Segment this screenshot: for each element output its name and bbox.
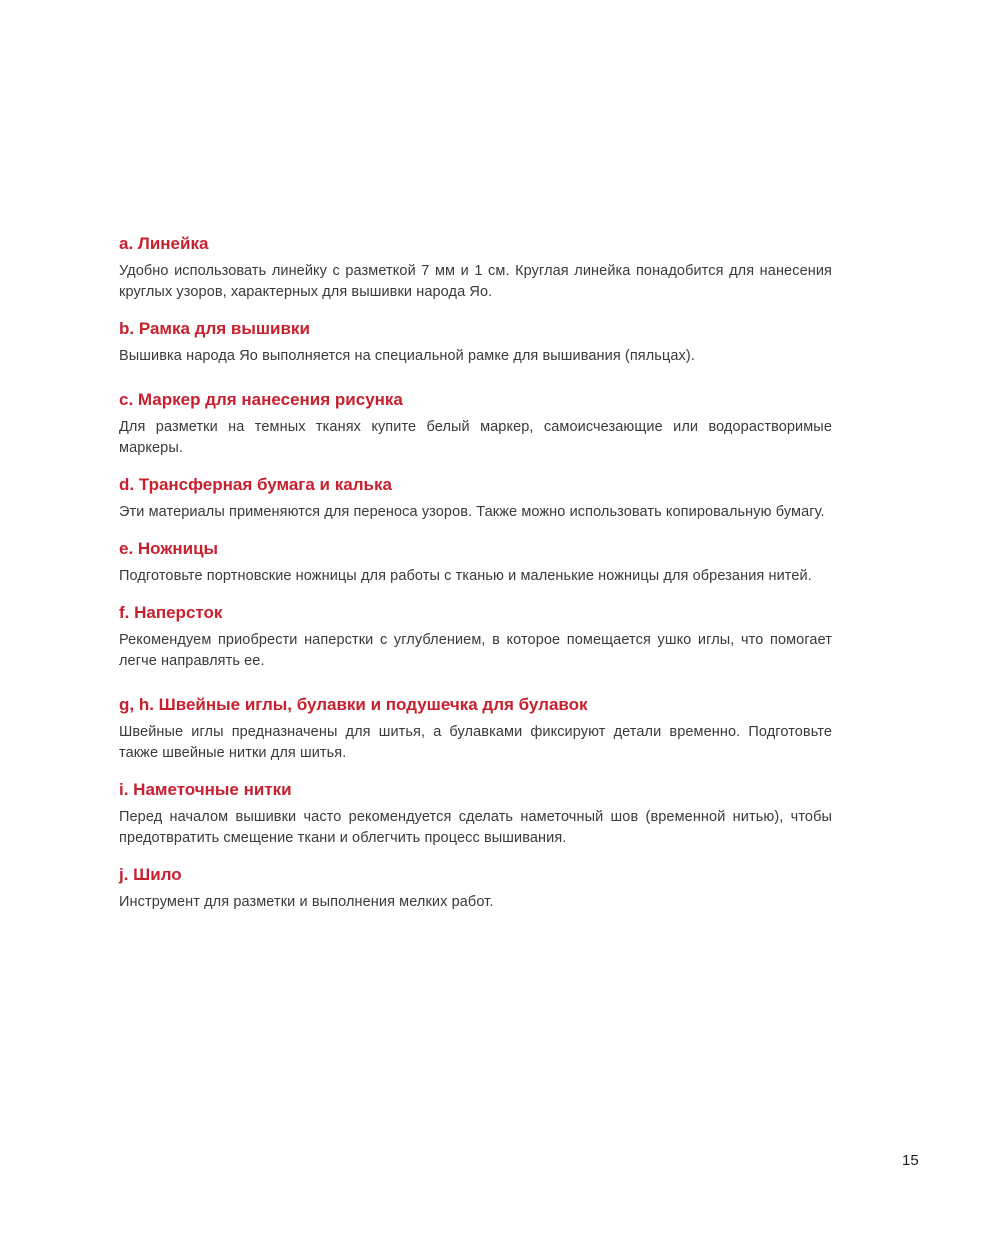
item-description: Швейные иглы предназначены для шитья, а булавками фиксируют детали временно. Подготовьте также швейные нитки для шитья.: [119, 724, 832, 761]
item-title: b. Рамка для вышивки: [119, 319, 310, 338]
list-item-thimble: [119, 601, 832, 672]
list-item-marker: [119, 388, 832, 459]
item-description: Удобно использовать линейку с разметкой 7 мм и 1 см. Круглая линейка понадобится для нанесения круглых узоров, характерных для вышивки народа Яо.: [119, 263, 832, 300]
item-title: i. Наметочные нитки: [119, 780, 292, 799]
list-item-awl: [119, 863, 832, 913]
item-title: c. Маркер для нанесения рисунка: [119, 390, 403, 409]
item-description: Рекомендуем приобрести наперстки с углублением, в которое помещается ушко иглы, что помогает легче направлять ее.: [119, 632, 832, 669]
item-description: Подготовьте портновские ножницы для работы с тканью и маленькие ножницы для обрезания нитей.: [119, 568, 812, 584]
item-description: Инструмент для разметки и выполнения мелких работ.: [119, 894, 494, 910]
item-title: e. Ножницы: [119, 539, 219, 558]
list-item-basting-thread: [119, 778, 832, 849]
item-title: d. Трансферная бумага и калька: [119, 475, 392, 494]
item-description: Для разметки на темных тканях купите белый маркер, самоисчезающие или водорастворимые маркеры.: [119, 419, 832, 456]
item-title: a. Линейка: [119, 234, 209, 253]
list-item-ruler: [119, 232, 832, 303]
page-number: 15: [902, 1152, 919, 1169]
item-description: Перед началом вышивки часто рекомендуется сделать наметочный шов (временной нитью), чтобы предотвратить смещение ткани и облегчить процесс вышивания.: [119, 809, 832, 846]
item-description: Эти материалы применяются для переноса узоров. Также можно использовать копировальную бумагу.: [119, 504, 825, 520]
item-title: f. Наперсток: [119, 603, 223, 622]
list-item-scissors: [119, 537, 832, 587]
list-item-transfer-paper: [119, 473, 832, 523]
list-item-needles-pins: [119, 693, 832, 764]
list-item-embroidery-frame: [119, 317, 832, 367]
item-title: g, h. Швейные иглы, булавки и подушечка для булавок: [119, 695, 588, 714]
tools-list: [119, 232, 832, 913]
item-description: Вышивка народа Яо выполняется на специальной рамке для вышивания (пяльцах).: [119, 348, 695, 364]
item-title: j. Шило: [119, 865, 182, 884]
